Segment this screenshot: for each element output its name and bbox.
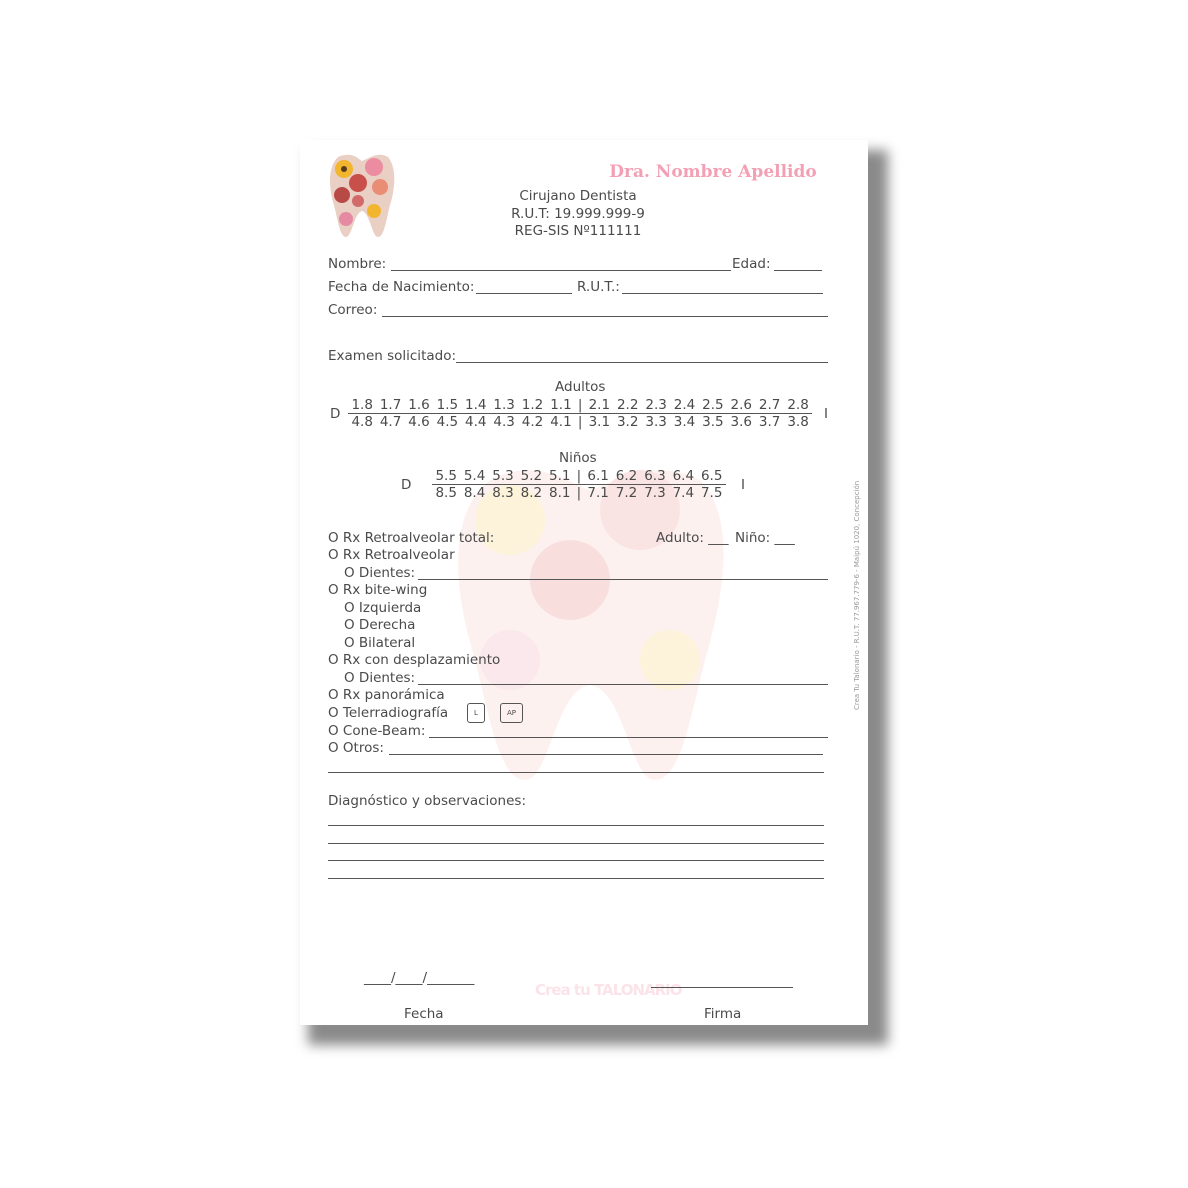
diagnosis-line[interactable] <box>328 843 824 844</box>
tooth-number: 2.7 <box>758 397 781 413</box>
tooth-number: 3.4 <box>673 414 696 430</box>
tooth-number: 4.8 <box>351 414 373 430</box>
doctor-name: Dra. Nombre Apellido <box>609 162 817 182</box>
tooth-number: 6.4 <box>672 468 695 484</box>
tooth-number: 4.6 <box>408 414 430 430</box>
date-field[interactable]: ____/____/_______ <box>364 970 475 986</box>
tooth-number: 2.8 <box>787 397 809 413</box>
option-left[interactable]: O Izquierda <box>344 600 422 616</box>
signature-label: Firma <box>704 1006 742 1022</box>
option-retro-total[interactable]: O Rx Retroalveolar total: <box>328 530 495 546</box>
tooth-number: 2.2 <box>616 397 639 413</box>
option-displacement-teeth[interactable]: O Dientes: <box>344 670 416 686</box>
tele-ap-checkbox[interactable]: AP <box>500 703 523 723</box>
tooth-number: 1.5 <box>436 397 459 413</box>
printer-note: Crea Tu Talonario - R.U.T. 77.967.779-6 - Maipú 1020, Concepción <box>853 480 861 710</box>
tooth-number: 6.1 <box>587 468 609 484</box>
prescription-sheet <box>300 140 868 1025</box>
exam-label: Examen solicitado: <box>328 348 457 364</box>
option-others[interactable]: O Otros: <box>328 740 384 756</box>
conebeam-field[interactable] <box>429 737 828 738</box>
tooth-number: 4.5 <box>436 414 459 430</box>
child-count[interactable]: Niño: ___ <box>735 530 795 546</box>
tooth-number: 5.2 <box>520 468 543 484</box>
tooth-number: 4.2 <box>521 414 544 430</box>
tooth-number: 2.4 <box>673 397 696 413</box>
name-field[interactable] <box>391 270 731 271</box>
tooth-number: 7.3 <box>644 485 666 501</box>
patient-rut-label: R.U.T.: <box>577 279 620 295</box>
adults-upper-teeth <box>348 397 812 414</box>
option-retro[interactable]: O Rx Retroalveolar <box>328 547 455 563</box>
patient-rut-field[interactable] <box>622 293 823 294</box>
option-bilateral[interactable]: O Bilateral <box>344 635 416 651</box>
adults-lower-teeth <box>348 414 812 430</box>
tooth-number: 8.5 <box>435 485 457 501</box>
registry-number: REG-SIS Nº111111 <box>514 223 642 239</box>
others-field[interactable] <box>389 754 823 755</box>
tooth-number: 2.5 <box>702 397 724 413</box>
midline-separator: | <box>577 397 583 413</box>
children-right-label: D <box>401 477 412 493</box>
tooth-number: 5.3 <box>492 468 514 484</box>
midline-separator: | <box>577 414 583 430</box>
tooth-number: 1.3 <box>493 397 515 413</box>
tooth-number: 8.1 <box>549 485 571 501</box>
exam-field[interactable] <box>456 362 828 363</box>
diagnosis-line[interactable] <box>328 825 824 826</box>
tooth-number: 3.7 <box>758 414 781 430</box>
displacement-teeth-field[interactable] <box>418 684 828 685</box>
email-label: Correo: <box>328 302 378 318</box>
tooth-number: 2.6 <box>730 397 753 413</box>
children-upper-teeth <box>432 468 726 485</box>
tooth-number: 8.3 <box>492 485 514 501</box>
birthdate-field[interactable] <box>476 293 572 294</box>
children-lower-teeth <box>432 485 726 501</box>
email-field[interactable] <box>382 316 828 317</box>
tooth-number: 5.5 <box>435 468 457 484</box>
children-left-label: I <box>741 477 745 493</box>
tooth-number: 2.3 <box>645 397 667 413</box>
tooth-number: 6.3 <box>644 468 666 484</box>
tooth-number: 3.3 <box>645 414 667 430</box>
tooth-number: 7.2 <box>615 485 638 501</box>
tele-l-checkbox[interactable]: L <box>467 703 485 723</box>
birthdate-label: Fecha de Nacimiento: <box>328 279 475 295</box>
tooth-number: 4.4 <box>465 414 487 430</box>
date-label: Fecha <box>404 1006 444 1022</box>
tooth-number: 1.8 <box>351 397 373 413</box>
midline-separator: | <box>576 468 582 484</box>
option-panoramic[interactable]: O Rx panorámica <box>328 687 445 703</box>
tooth-number: 2.1 <box>588 397 611 413</box>
tooth-number: 1.2 <box>521 397 544 413</box>
name-label: Nombre: <box>328 256 387 272</box>
tooth-number: 4.7 <box>379 414 402 430</box>
retro-teeth-field[interactable] <box>418 579 828 580</box>
left-side-label: I <box>824 406 828 422</box>
tooth-number: 3.6 <box>730 414 753 430</box>
diagnosis-line[interactable] <box>328 860 824 861</box>
signature-field[interactable] <box>651 987 793 988</box>
tooth-number: 8.2 <box>520 485 543 501</box>
tooth-watermark-icon <box>450 460 730 790</box>
right-side-label: D <box>330 406 341 422</box>
tooth-number: 1.4 <box>465 397 487 413</box>
tooth-number: 6.5 <box>700 468 723 484</box>
tooth-number: 3.8 <box>787 414 809 430</box>
adults-title: Adultos <box>555 379 606 395</box>
diagnosis-label: Diagnóstico y observaciones: <box>328 793 526 809</box>
doctor-rut: R.U.T: 19.999.999-9 <box>511 206 645 222</box>
tooth-number: 7.4 <box>672 485 695 501</box>
option-retro-teeth[interactable]: O Dientes: <box>344 565 416 581</box>
age-label: Edad: <box>732 256 771 272</box>
option-teleradiography[interactable]: O Telerradiografía <box>328 705 449 721</box>
tooth-number: 3.1 <box>588 414 611 430</box>
option-right[interactable]: O Derecha <box>344 617 416 633</box>
midline-separator: | <box>576 485 582 501</box>
tooth-number: 3.5 <box>702 414 724 430</box>
option-bitewing[interactable]: O Rx bite-wing <box>328 582 428 598</box>
brand-watermark: Crea tu TALONARIO <box>535 981 682 999</box>
age-field[interactable] <box>774 270 822 271</box>
option-conebeam[interactable]: O Cone-Beam: <box>328 723 426 739</box>
tooth-number: 4.1 <box>550 414 572 430</box>
tooth-number: 5.1 <box>549 468 571 484</box>
tooth-number: 1.7 <box>379 397 402 413</box>
diagnosis-line[interactable] <box>328 878 824 879</box>
children-title: Niños <box>559 450 597 466</box>
option-displacement[interactable]: O Rx con desplazamiento <box>328 652 501 668</box>
tooth-number: 1.1 <box>550 397 572 413</box>
tooth-number: 7.1 <box>587 485 609 501</box>
tooth-number: 5.4 <box>463 468 486 484</box>
tooth-number: 1.6 <box>408 397 430 413</box>
tooth-number: 6.2 <box>615 468 638 484</box>
profession: Cirujano Dentista <box>519 188 637 204</box>
adult-count[interactable]: Adulto: ___ <box>656 530 729 546</box>
tooth-number: 3.2 <box>616 414 639 430</box>
others-field-2[interactable] <box>328 772 824 773</box>
tooth-number: 8.4 <box>463 485 486 501</box>
tooth-number: 7.5 <box>700 485 723 501</box>
tooth-number: 4.3 <box>493 414 515 430</box>
